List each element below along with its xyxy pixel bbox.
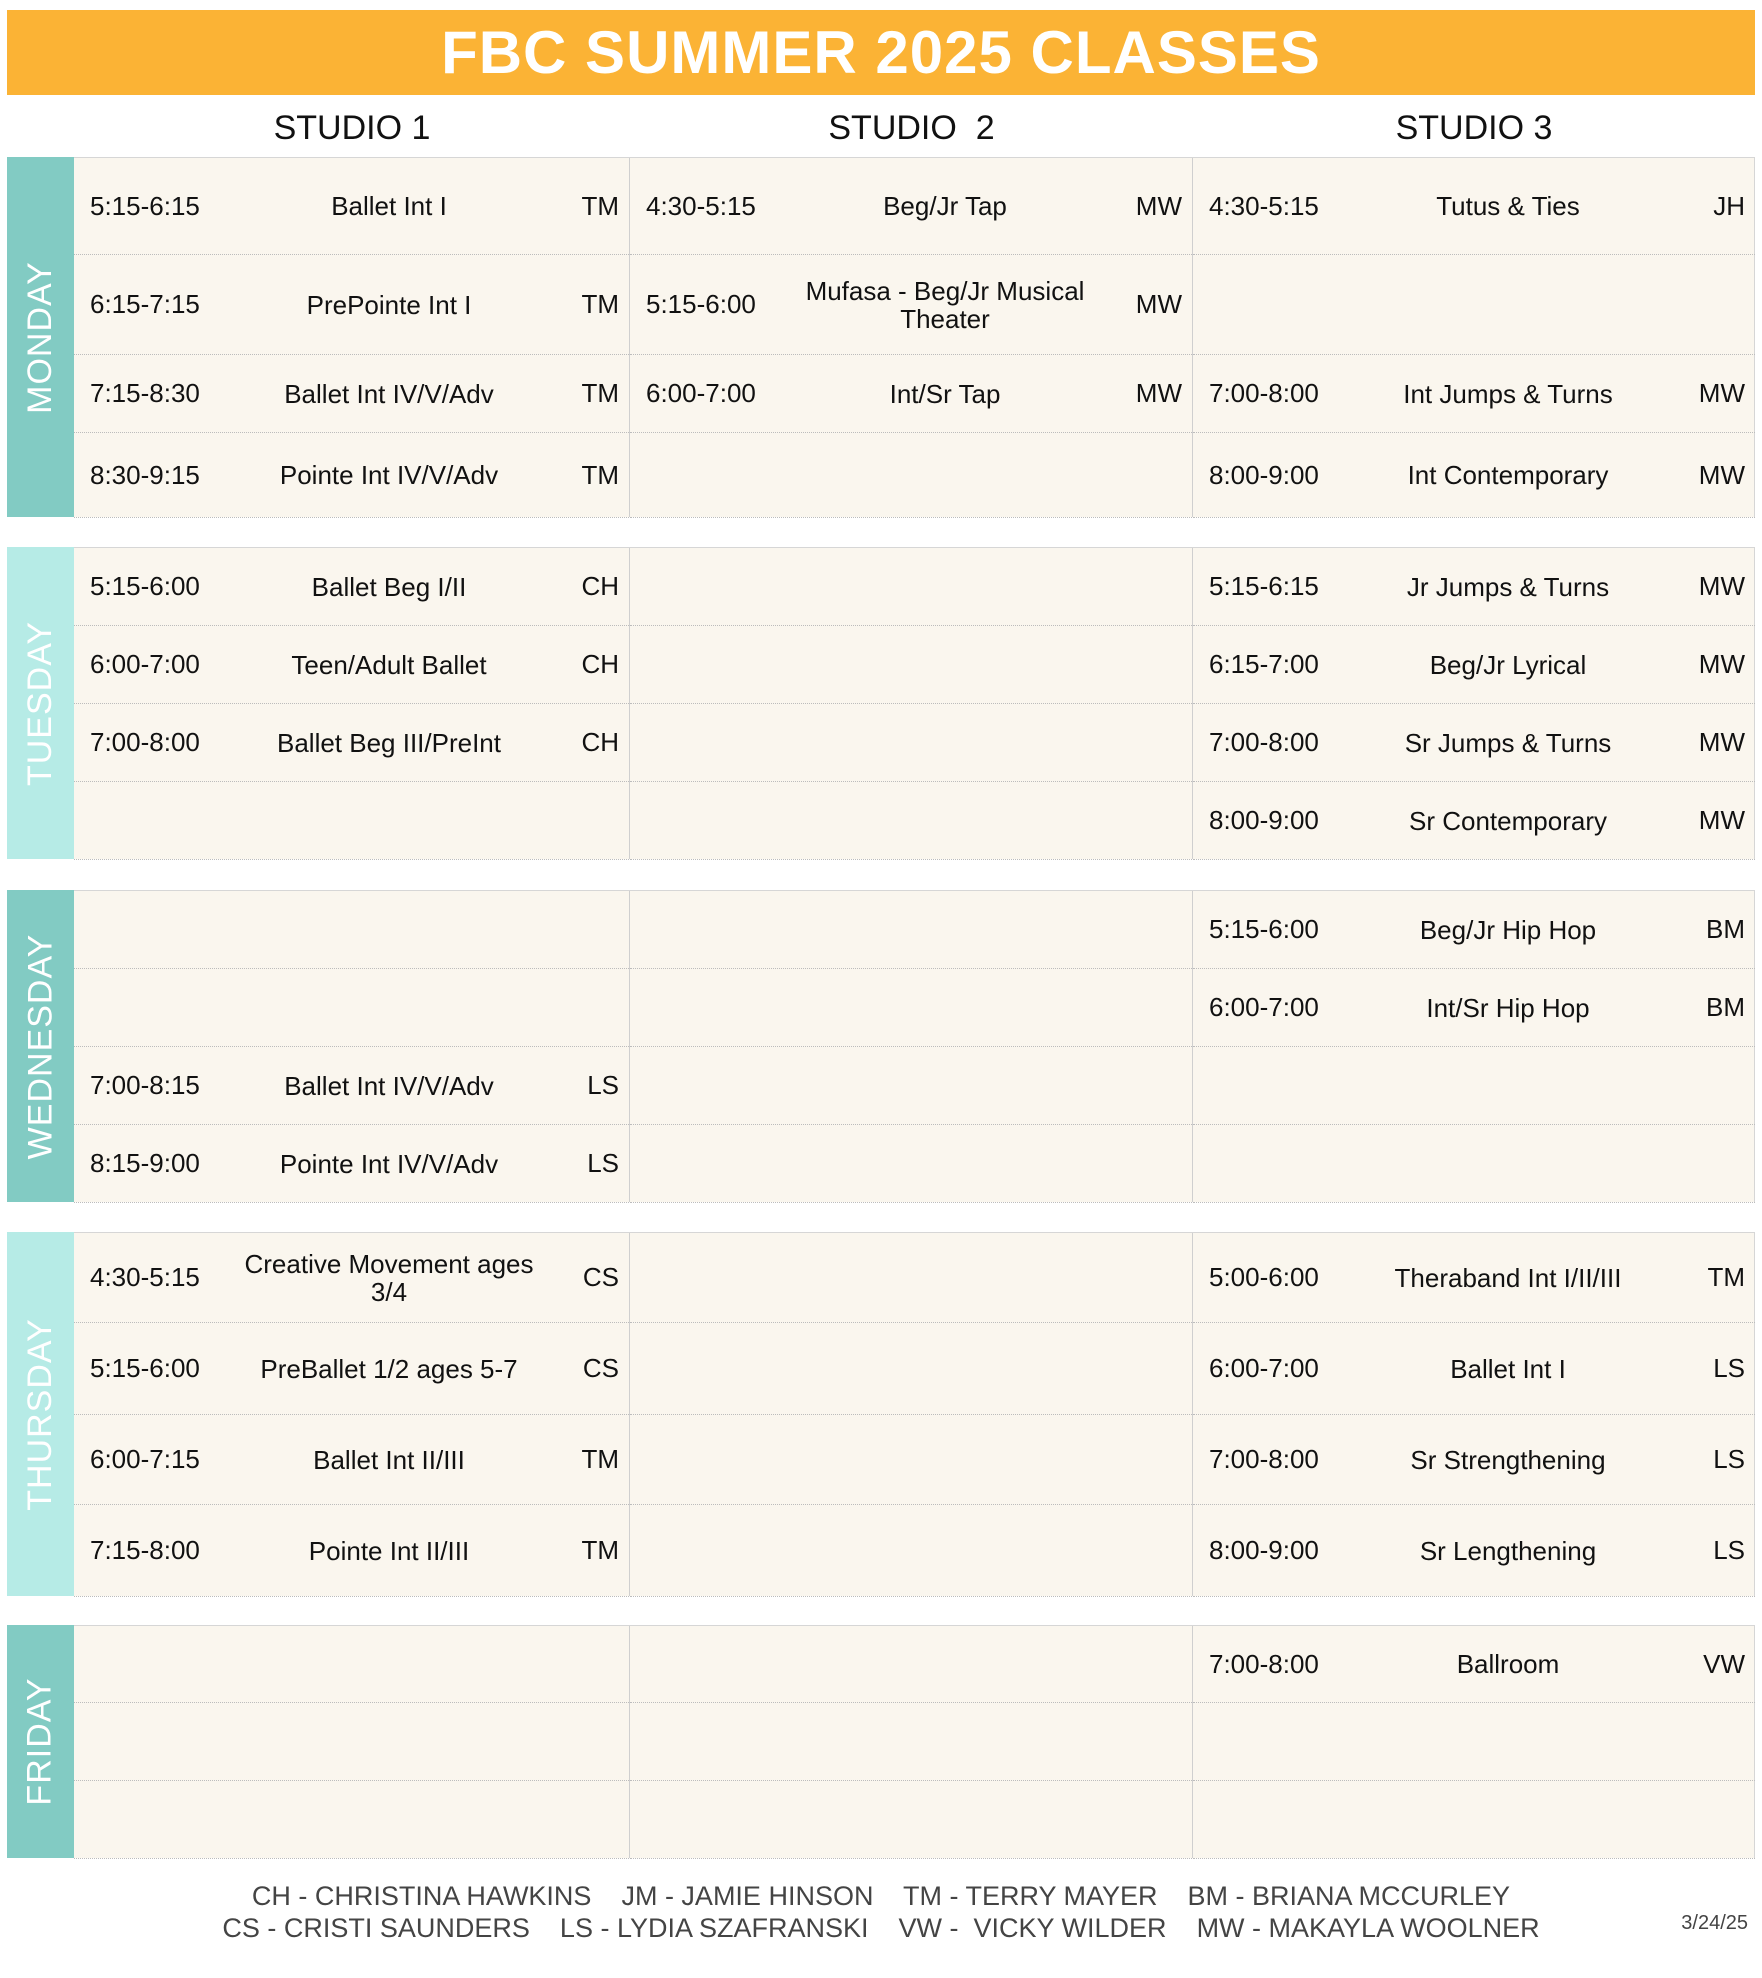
class-time — [646, 433, 806, 517]
class-name: Sr Jumps & Turns — [1404, 727, 1612, 758]
class-name — [790, 1626, 1100, 1702]
day-label — [7, 1625, 74, 1858]
instructor-initials: LS — [587, 1148, 619, 1178]
class-time: 8:15-9:00 — [90, 1148, 200, 1178]
class-name: Sr Contemporary — [1409, 805, 1607, 836]
class-slot — [1193, 1233, 1755, 1323]
class-slot — [630, 1505, 1192, 1597]
class-time — [90, 782, 250, 859]
class-name — [1353, 1703, 1663, 1780]
class-time: 4:30-5:15 — [90, 1262, 200, 1292]
class-time — [646, 626, 806, 703]
class-name: Ballet Int II/III — [313, 1444, 465, 1475]
class-time — [646, 1415, 806, 1504]
day-grid — [74, 1625, 1755, 1858]
studio-3-column — [1193, 548, 1755, 859]
studio-2-column — [630, 1626, 1193, 1858]
class-name: Ballet Beg III/PreInt — [276, 727, 501, 758]
class-name: Pointe Int IV/V/Adv — [279, 460, 499, 490]
class-slot — [1193, 782, 1755, 860]
class-time: 8:00-9:00 — [1209, 805, 1319, 835]
class-slot — [74, 1703, 629, 1781]
class-name: Int Contemporary — [1407, 460, 1609, 490]
class-time: 5:15-6:00 — [646, 289, 756, 319]
class-slot — [74, 626, 629, 704]
class-slot — [1193, 704, 1755, 782]
day-block-tuesday — [7, 547, 1755, 859]
class-name: Int Jumps & Turns — [1403, 378, 1613, 409]
class-time — [646, 548, 806, 625]
instructor-initials: TM — [1707, 1262, 1745, 1292]
class-slot — [1193, 255, 1755, 355]
instructor-initials — [1112, 891, 1182, 968]
class-slot — [1193, 1415, 1755, 1505]
studio-headers — [74, 100, 1755, 156]
class-slot — [74, 782, 629, 860]
class-slot — [630, 1323, 1192, 1415]
class-time: 7:00-8:15 — [90, 1070, 200, 1100]
class-time: 6:00-7:00 — [1209, 992, 1319, 1022]
instructor-initials — [549, 1781, 619, 1858]
instructor-initials: MW — [1698, 727, 1745, 757]
instructor-initials: CH — [581, 649, 619, 679]
class-name — [790, 1233, 1100, 1322]
class-name — [1353, 1125, 1663, 1202]
instructor-initials — [1112, 1047, 1182, 1124]
day-label — [7, 1232, 74, 1596]
class-time — [90, 891, 250, 968]
class-name: Ballet Int I — [331, 191, 447, 221]
class-name — [1353, 255, 1663, 354]
instructor-initials — [1112, 1415, 1182, 1504]
class-name: Ballroom — [1456, 1649, 1560, 1679]
instructor-initials: CS — [582, 1262, 619, 1292]
studio-2-column — [630, 1233, 1193, 1596]
class-time: 5:15-6:15 — [90, 190, 200, 221]
instructor-initials — [1112, 1703, 1182, 1780]
class-time: 6:15-7:00 — [1209, 649, 1319, 679]
class-name: Ballet Int IV/V/Adv — [284, 378, 494, 409]
legend-line: CS - CRISTI SAUNDERS LS - LYDIA SZAFRANSKI VW - VICKY WILDER MW - MAKAYLA WOOLNER — [222, 1913, 1540, 1943]
class-time — [90, 1781, 250, 1858]
class-slot — [630, 255, 1192, 355]
class-name: Int/Sr Hip Hop — [1426, 992, 1590, 1023]
instructor-initials: CH — [581, 571, 619, 601]
instructor-initials — [1112, 1323, 1182, 1414]
class-time: 7:00-8:00 — [1209, 378, 1319, 408]
instructor-initials — [549, 1626, 619, 1702]
class-name: Pointe Int IV/V/Adv — [279, 1148, 499, 1179]
class-name — [790, 548, 1100, 625]
class-time — [646, 1781, 806, 1858]
class-name: Teen/Adult Ballet — [291, 649, 487, 680]
instructor-initials — [1675, 255, 1745, 354]
page-title: FBC SUMMER 2025 CLASSES — [7, 10, 1755, 95]
class-slot — [1193, 355, 1755, 433]
class-name — [790, 1323, 1100, 1414]
class-slot — [74, 891, 629, 969]
day-label — [7, 890, 74, 1202]
instructor-initials: MW — [1698, 649, 1745, 679]
studio-2-column — [630, 891, 1193, 1202]
day-block-monday — [7, 157, 1755, 517]
class-time — [646, 1047, 806, 1124]
instructor-initials — [1112, 782, 1182, 859]
class-slot — [1193, 1323, 1755, 1415]
class-slot — [1193, 969, 1755, 1047]
class-name — [790, 782, 1100, 859]
class-time — [646, 1323, 806, 1414]
class-time — [90, 969, 250, 1046]
studio-3-column — [1193, 1233, 1755, 1596]
class-slot — [630, 355, 1192, 433]
instructor-initials: MW — [1698, 378, 1745, 408]
studio-3-column — [1193, 891, 1755, 1202]
class-slot — [630, 626, 1192, 704]
instructor-initials: LS — [1713, 1444, 1745, 1474]
class-slot — [74, 969, 629, 1047]
instructor-initials: TM — [581, 289, 619, 319]
class-time: 7:00-8:00 — [1209, 1648, 1319, 1679]
class-slot — [630, 433, 1192, 518]
class-name — [234, 891, 544, 968]
class-name: Beg/Jr Lyrical — [1429, 649, 1587, 680]
class-slot — [1193, 1626, 1755, 1703]
instructor-initials: BM — [1706, 914, 1745, 944]
instructor-initials — [1112, 1505, 1182, 1596]
instructor-initials: MW — [1698, 571, 1745, 601]
class-name — [234, 782, 544, 859]
instructor-initials — [1112, 626, 1182, 703]
class-name — [790, 1415, 1100, 1504]
instructor-initials: CH — [581, 727, 619, 757]
day-label — [7, 547, 74, 859]
class-slot — [1193, 158, 1755, 255]
class-name — [790, 704, 1100, 781]
instructor-initials — [549, 891, 619, 968]
studio-3-header: STUDIO 3 — [1395, 108, 1553, 147]
day-block-thursday — [7, 1232, 1755, 1596]
class-time: 7:00-8:00 — [1209, 727, 1319, 757]
legend-line: CH - CHRISTINA HAWKINS JM - JAMIE HINSON TM - TERRY MAYER BM - BRIANA MCCURLEY — [251, 1881, 1511, 1911]
instructor-initials — [1675, 1781, 1745, 1858]
instructor-initials — [1112, 704, 1182, 781]
class-time: 6:00-7:00 — [90, 649, 200, 679]
instructor-initials: TM — [581, 190, 619, 221]
instructor-initials: LS — [1713, 1535, 1745, 1565]
class-time: 5:15-6:00 — [1209, 914, 1319, 944]
class-slot — [630, 704, 1192, 782]
class-name: Ballet Int IV/V/Adv — [284, 1070, 494, 1101]
class-name — [790, 433, 1100, 517]
instructor-initials: MW — [1135, 378, 1182, 408]
class-name — [790, 1505, 1100, 1596]
revision-date: 3/24/25 — [1681, 1912, 1748, 1934]
class-slot — [630, 158, 1192, 255]
class-slot — [630, 1703, 1192, 1781]
instructor-initials — [549, 782, 619, 859]
class-name: Int/Sr Tap — [889, 378, 1001, 409]
instructor-initials: BM — [1706, 992, 1745, 1022]
class-slot — [74, 1505, 629, 1597]
class-name: Ballet Int I — [1450, 1353, 1566, 1384]
class-name: Jr Jumps & Turns — [1406, 571, 1610, 602]
class-slot — [74, 1233, 629, 1323]
class-time — [1209, 1781, 1369, 1858]
class-name: Creative Movement ages 3/4 — [244, 1248, 534, 1307]
instructor-initials: CS — [582, 1353, 619, 1383]
class-time — [90, 1703, 250, 1780]
class-time: 7:00-8:00 — [1209, 1444, 1319, 1474]
class-time: 5:15-6:15 — [1209, 571, 1319, 601]
class-time: 7:15-8:00 — [90, 1535, 200, 1565]
studio-1-column — [74, 1233, 630, 1596]
day-grid — [74, 1232, 1755, 1596]
class-slot — [74, 1047, 629, 1125]
class-slot — [630, 1626, 1192, 1703]
instructor-initials: MW — [1135, 190, 1182, 221]
class-name — [790, 891, 1100, 968]
studio-1-column — [74, 1626, 630, 1858]
instructor-initials: TM — [581, 1444, 619, 1474]
class-name — [234, 1781, 544, 1858]
class-time — [646, 704, 806, 781]
class-name — [1353, 1781, 1663, 1858]
studio-3-column — [1193, 158, 1755, 517]
class-time — [1209, 1703, 1369, 1780]
class-slot — [74, 548, 629, 626]
instructor-initials — [1112, 1626, 1182, 1702]
class-time: 5:00-6:00 — [1209, 1262, 1319, 1292]
instructor-initials: TM — [581, 1535, 619, 1565]
day-grid — [74, 157, 1755, 517]
class-slot — [1193, 1505, 1755, 1597]
day-name: TUESDAY — [21, 620, 60, 786]
class-slot — [74, 1323, 629, 1415]
class-name — [790, 1125, 1100, 1202]
day-name: MONDAY — [21, 260, 59, 414]
class-time: 4:30-5:15 — [1209, 190, 1319, 221]
instructor-initials — [549, 969, 619, 1046]
studio-1-column — [74, 548, 630, 859]
class-slot — [1193, 891, 1755, 969]
instructor-initials: LS — [1713, 1353, 1745, 1383]
class-slot — [630, 782, 1192, 860]
class-time: 8:00-9:00 — [1209, 1535, 1319, 1565]
class-slot — [74, 704, 629, 782]
class-name: Tutus & Ties — [1436, 191, 1580, 221]
studio-2-column — [630, 158, 1193, 517]
class-name: PreBallet 1/2 ages 5-7 — [260, 1353, 518, 1384]
instructor-legend — [0, 1880, 1762, 1944]
class-slot — [74, 433, 629, 518]
class-slot — [1193, 1125, 1755, 1203]
class-time: 5:15-6:00 — [90, 1353, 200, 1383]
class-name — [1353, 1047, 1663, 1124]
class-time — [646, 1505, 806, 1596]
class-slot — [74, 1125, 629, 1203]
class-time: 8:30-9:15 — [90, 459, 200, 490]
class-time: 4:30-5:15 — [646, 190, 756, 221]
class-name: Beg/Jr Hip Hop — [1419, 914, 1597, 945]
class-slot — [74, 255, 629, 355]
day-block-wednesday — [7, 890, 1755, 1202]
class-name — [790, 626, 1100, 703]
instructor-initials — [1112, 969, 1182, 1046]
class-name: PrePointe Int I — [306, 289, 472, 320]
class-time — [1209, 1125, 1369, 1202]
instructor-initials — [1675, 1703, 1745, 1780]
class-slot — [74, 1415, 629, 1505]
instructor-initials: MW — [1698, 459, 1745, 490]
day-label — [7, 157, 74, 517]
class-slot — [630, 891, 1192, 969]
day-name: FRIDAY — [21, 1677, 59, 1806]
class-time: 6:00-7:15 — [90, 1444, 200, 1474]
instructor-initials — [1675, 1125, 1745, 1202]
instructor-initials — [1112, 548, 1182, 625]
class-slot — [1193, 433, 1755, 518]
class-slot — [1193, 1047, 1755, 1125]
instructor-initials: MW — [1698, 805, 1745, 835]
class-time — [646, 1125, 806, 1202]
class-slot — [1193, 626, 1755, 704]
class-time — [1209, 1047, 1369, 1124]
class-slot — [630, 1781, 1192, 1859]
class-slot — [74, 1781, 629, 1859]
instructor-initials — [1112, 433, 1182, 517]
instructor-initials: TM — [581, 378, 619, 408]
class-time — [646, 1703, 806, 1780]
class-time — [646, 782, 806, 859]
class-time: 7:15-8:30 — [90, 378, 200, 408]
studio-1-column — [74, 891, 630, 1202]
class-name: Beg/Jr Tap — [883, 191, 1007, 221]
class-slot — [74, 1626, 629, 1703]
instructor-initials: TM — [581, 459, 619, 490]
studio-2-column — [630, 548, 1193, 859]
class-slot — [630, 1415, 1192, 1505]
instructor-initials — [1675, 1047, 1745, 1124]
instructor-initials — [549, 1703, 619, 1780]
class-slot — [630, 1233, 1192, 1323]
class-slot — [630, 969, 1192, 1047]
class-name — [234, 1703, 544, 1780]
class-slot — [1193, 1781, 1755, 1859]
class-name: Sr Lengthening — [1419, 1535, 1597, 1566]
class-time: 6:00-7:00 — [646, 378, 756, 408]
class-name — [234, 1626, 544, 1702]
class-name — [790, 1047, 1100, 1124]
instructor-initials: MW — [1135, 289, 1182, 319]
class-time: 6:00-7:00 — [1209, 1353, 1319, 1383]
class-time: 5:15-6:00 — [90, 571, 200, 601]
class-time — [646, 1626, 806, 1702]
instructor-initials: LS — [587, 1070, 619, 1100]
class-name — [234, 969, 544, 1046]
class-slot — [630, 1047, 1192, 1125]
instructor-initials — [1112, 1781, 1182, 1858]
class-name — [790, 1703, 1100, 1780]
class-time — [646, 891, 806, 968]
class-time: 7:00-8:00 — [90, 727, 200, 757]
class-time — [646, 1233, 806, 1322]
class-time — [1209, 255, 1369, 354]
studio-3-column — [1193, 1626, 1755, 1858]
day-grid — [74, 547, 1755, 859]
class-slot — [1193, 1703, 1755, 1781]
instructor-initials — [1112, 1125, 1182, 1202]
instructor-initials — [1112, 1233, 1182, 1322]
class-slot — [74, 158, 629, 255]
class-time — [90, 1626, 250, 1702]
class-slot — [1193, 548, 1755, 626]
studio-1-column — [74, 158, 630, 517]
class-time: 6:15-7:15 — [90, 289, 200, 319]
studio-1-header: STUDIO 1 — [273, 108, 431, 147]
class-time — [646, 969, 806, 1046]
instructor-initials: JH — [1713, 190, 1745, 221]
day-grid — [74, 890, 1755, 1202]
class-name — [790, 969, 1100, 1046]
class-name: Theraband Int I/II/III — [1394, 1262, 1622, 1293]
class-slot — [74, 355, 629, 433]
class-name: Pointe Int II/III — [308, 1535, 470, 1566]
class-slot — [630, 1125, 1192, 1203]
class-name — [790, 1781, 1100, 1858]
instructor-initials: VW — [1703, 1648, 1745, 1679]
class-time: 8:00-9:00 — [1209, 459, 1319, 490]
day-block-friday — [7, 1625, 1755, 1858]
class-slot — [630, 548, 1192, 626]
class-name: Mufasa - Beg/Jr Musical Theater — [805, 275, 1085, 334]
class-name: Sr Strengthening — [1410, 1444, 1606, 1475]
studio-2-header: STUDIO 2 — [828, 108, 995, 147]
day-name: THURSDAY — [21, 1317, 59, 1511]
day-name: WEDNESDAY — [21, 933, 59, 1159]
class-name: Ballet Beg I/II — [311, 571, 467, 602]
